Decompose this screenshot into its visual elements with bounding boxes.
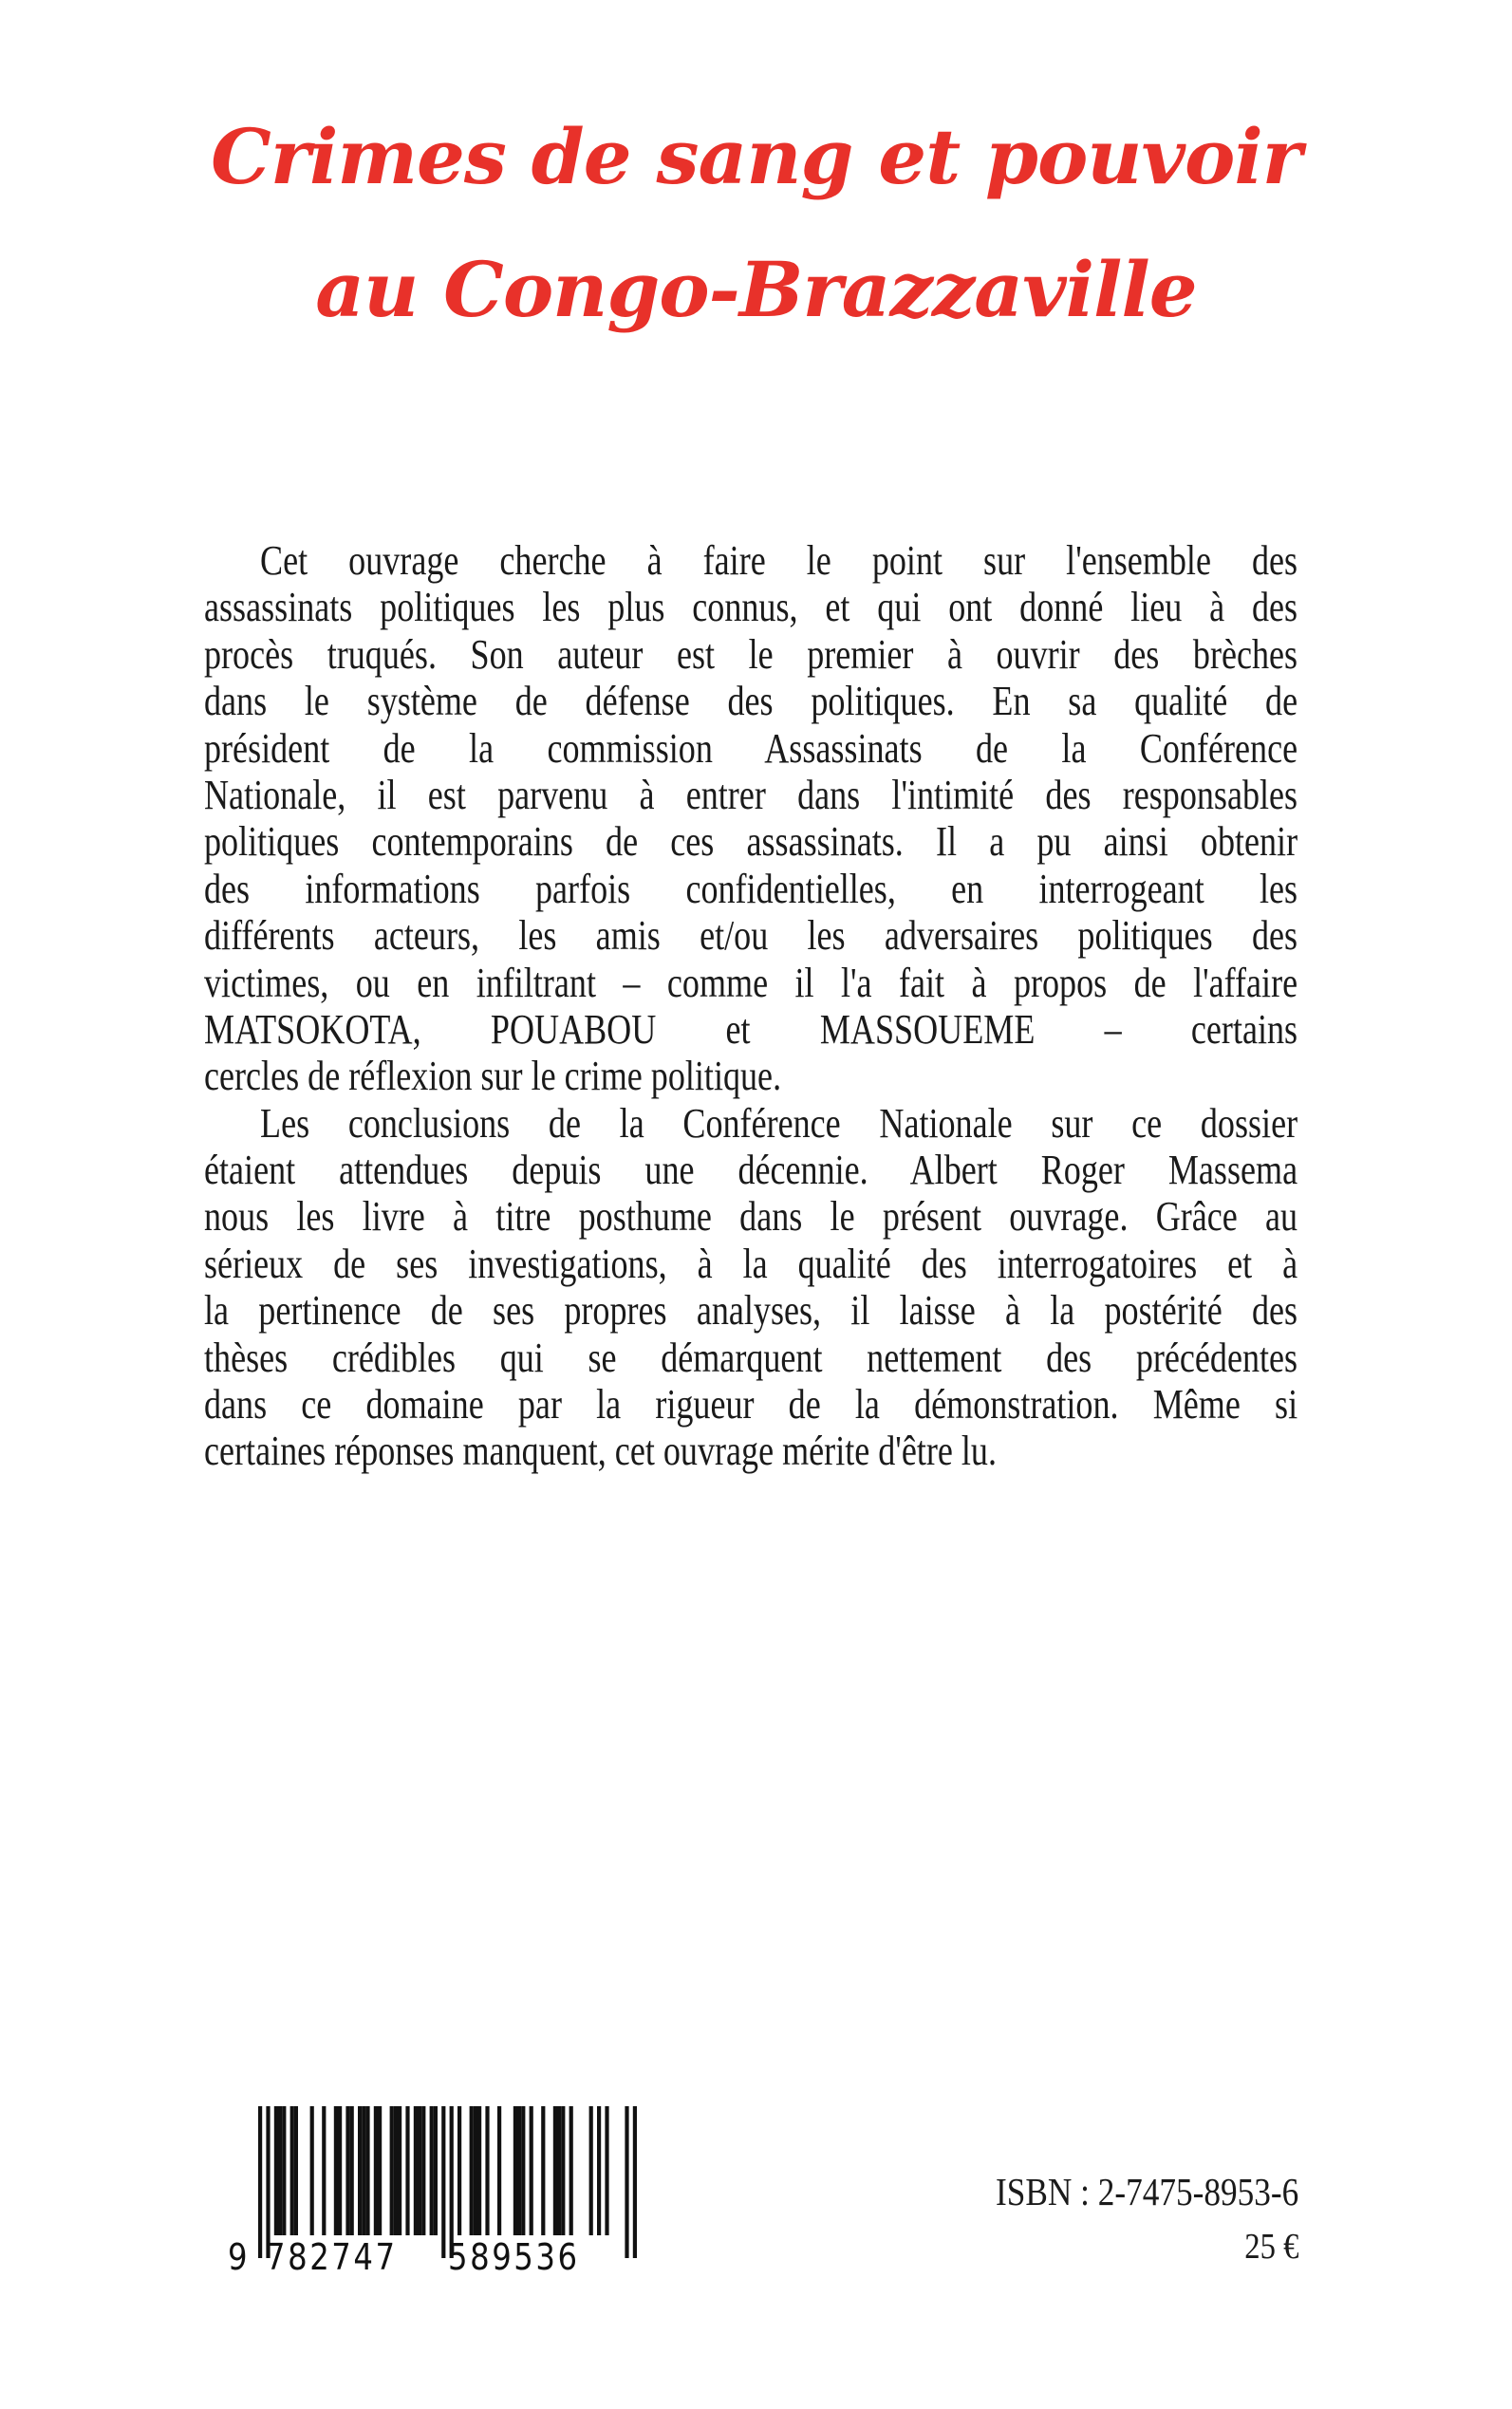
barcode-bar — [258, 2106, 262, 2258]
barcode-bar — [294, 2106, 298, 2235]
blurb-line: Cet ouvrage cherche à faire le point sur l'ensemble des — [260, 537, 1298, 584]
blurb-line: différents acteurs, les amis et/ou les adversaires politiques des — [204, 912, 1298, 960]
blurb-line: assassinats politiques les plus connus, et qui ont donné lieu à des — [204, 584, 1298, 631]
barcode-bar — [541, 2106, 545, 2235]
blurb-line: sérieux de ses investigations, à la qualité des interrogatoires et à — [204, 1240, 1298, 1287]
barcode-bar — [513, 2106, 517, 2235]
blurb-line: des informations parfois confidentielles, en interrogeant les — [204, 865, 1298, 912]
barcode-bar — [398, 2106, 401, 2235]
barcode-bar — [418, 2106, 421, 2235]
barcode-first-digit: 9 — [228, 2236, 251, 2278]
barcode-bar — [561, 2106, 565, 2235]
barcode-bar — [322, 2106, 326, 2235]
barcode-bar — [521, 2106, 525, 2235]
barcode-bar — [358, 2106, 362, 2235]
blurb-line: Nationale, il est parvenu à entrer dans l'intimité des responsables — [204, 771, 1298, 818]
barcode-bar — [345, 2106, 349, 2235]
barcode-bar — [378, 2106, 382, 2235]
barcode-bar — [557, 2106, 561, 2235]
blurb-line: dans ce domaine par la rigueur de la démonstration. Même si — [204, 1381, 1298, 1429]
barcode-bar — [290, 2106, 294, 2235]
isbn-number: ISBN : 2-7475-8953-6 — [995, 2170, 1298, 2213]
blurb-line: victimes, ou en infiltrant – comme il l'a fait à propos de l'affaire — [204, 959, 1298, 1006]
blurb-line: MATSOKOTA, POUABOU et MASSOUEME – certains — [204, 1005, 1298, 1053]
blurb-line: président de la commission Assassinats de la Conférence — [204, 724, 1298, 772]
blurb-line: étaient attendues depuis une décennie. Albert Roger Massema — [204, 1147, 1298, 1194]
barcode-bar — [477, 2106, 481, 2235]
barcode-bar — [394, 2106, 398, 2235]
barcode-bar — [350, 2106, 354, 2235]
barcode-bar — [421, 2106, 425, 2235]
blurb-line: la pertinence de ses propres analyses, il laisse à la postérité des — [204, 1287, 1298, 1335]
barcode-left-digits: 782747 — [266, 2236, 398, 2278]
barcode-bar — [441, 2106, 445, 2258]
barcode-bar — [434, 2106, 438, 2235]
barcode-bar — [266, 2106, 270, 2258]
barcode-right-digits: 589536 — [448, 2236, 580, 2278]
blurb-line: Les conclusions de la Conférence Nationale sur ce dossier — [260, 1099, 1298, 1147]
barcode-bar — [569, 2106, 573, 2235]
barcode-bar — [278, 2106, 282, 2235]
barcode-bar — [517, 2106, 521, 2235]
barcode-bar — [362, 2106, 365, 2235]
barcode-bar — [414, 2106, 418, 2235]
blurb-line: cercles de réflexion sur le crime politique. — [204, 1053, 782, 1100]
back-cover-blurb — [204, 537, 1297, 1475]
barcode-bar — [605, 2106, 608, 2235]
barcode-bar — [450, 2106, 454, 2258]
barcode-bar — [405, 2106, 409, 2235]
barcode-bar — [597, 2106, 601, 2235]
barcode-bar — [457, 2106, 461, 2235]
barcode-bar — [390, 2106, 394, 2235]
barcode-bar — [282, 2106, 286, 2235]
barcode-bar — [589, 2106, 593, 2235]
barcode-bar — [474, 2106, 477, 2235]
book-title-line-1: Crimes de sang et pouvoir — [211, 112, 1301, 201]
barcode-bar — [338, 2106, 342, 2235]
price: 25 € — [1243, 2227, 1298, 2267]
barcode-bar — [310, 2106, 314, 2235]
barcode-bar — [625, 2106, 628, 2258]
book-title-line-2: au Congo-Brazzaville — [315, 245, 1197, 334]
blurb-line: thèses crédibles qui se démarquent nettement des précédentes — [204, 1334, 1298, 1381]
barcode-bar — [497, 2106, 501, 2235]
blurb-line: politiques contemporains de ces assassinats. Il a pu ainsi obtenir — [204, 818, 1298, 866]
barcode-bar — [334, 2106, 338, 2235]
blurb-line: dans le système de défense des politiques. En sa qualité de — [204, 678, 1298, 725]
barcode-bar — [553, 2106, 557, 2235]
blurb-line: nous les livre à titre posthume dans le présent ouvrage. Grâce au — [204, 1193, 1298, 1241]
blurb-line: procès truqués. Son auteur est le premier à ouvrir des brèches — [204, 630, 1298, 678]
barcode-bar — [430, 2106, 434, 2235]
barcode-bar — [374, 2106, 378, 2235]
barcode-bar — [274, 2106, 278, 2235]
barcode-bar — [530, 2106, 533, 2235]
barcode-bar — [470, 2106, 474, 2235]
barcode-bar — [485, 2106, 489, 2235]
barcode-bar — [365, 2106, 369, 2235]
barcode-bar — [633, 2106, 637, 2258]
blurb-line: certaines réponses manquent, cet ouvrage mérite d'être lu. — [204, 1428, 997, 1475]
